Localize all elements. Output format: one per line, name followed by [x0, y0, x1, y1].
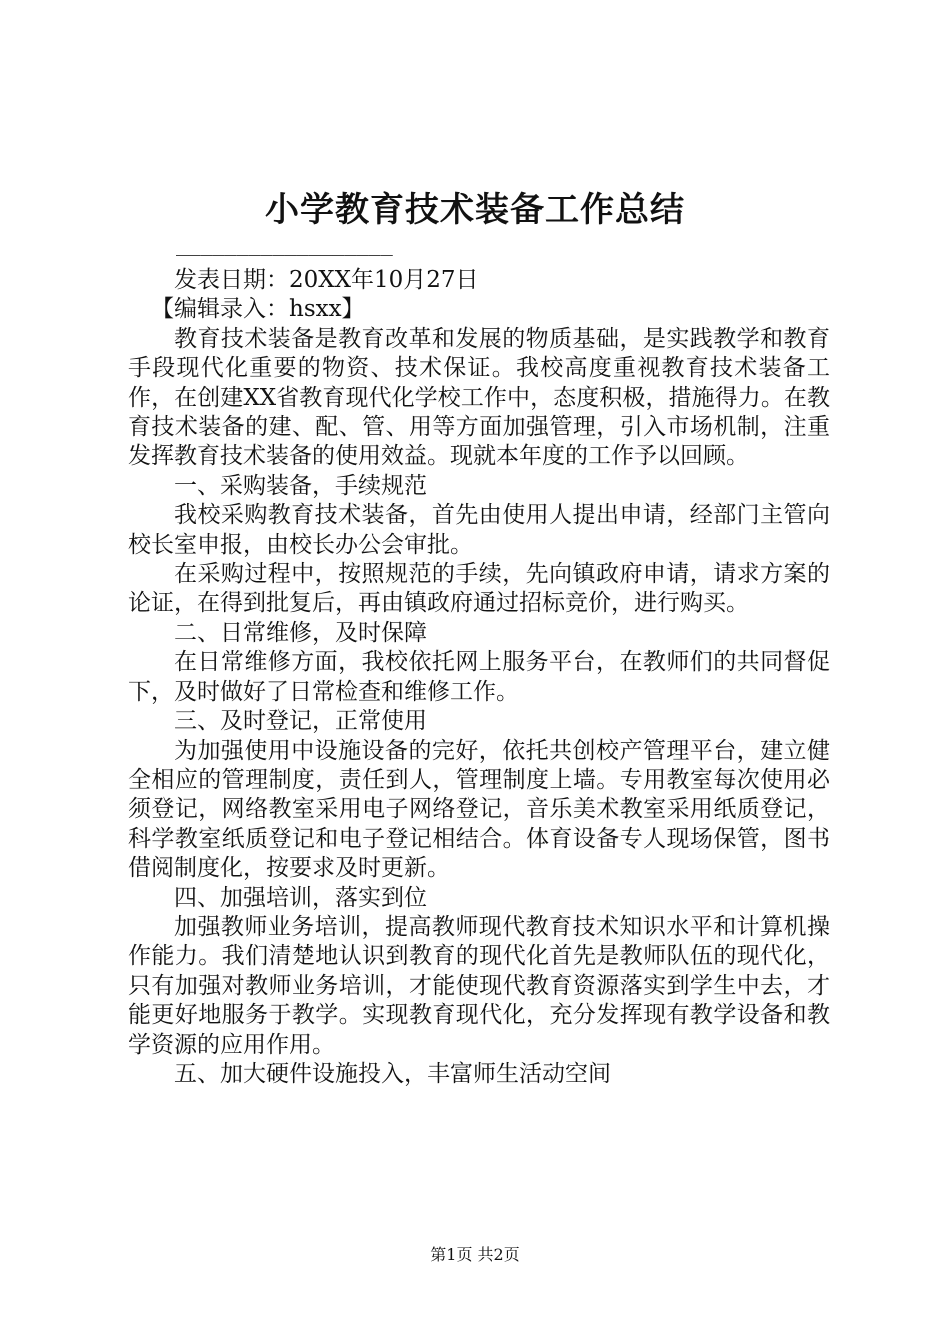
section-heading-3: 三、及时登记，正常使用: [174, 708, 427, 735]
paragraph-intro: 教育技术装备是教育改革和发展的物质基础，是实践教学和教育手段现代化重要的物资、技术保证。我校高度重视教育技术装备工作，在创建XX省教育现代化学校工作中，态度积极，措施得力。在教育技术装备的建、配、管、用等方面加强管理，引入市场机制，注重发挥教育技术装备的使用效益。现就本年度的工作予以回顾。: [128, 325, 830, 470]
section-heading-1: 一、采购装备，手续规范: [174, 472, 427, 499]
publish-date: 发表日期：20XX年10月27日: [174, 267, 479, 293]
editor-line: 【编辑录入：hsxx】: [151, 296, 365, 323]
paragraph: 在日常维修方面，我校依托网上服务平台，在教师们的共同督促下，及时做好了日常检查和维修工作。: [128, 649, 830, 705]
document-body: [128, 266, 830, 1089]
paragraph: 为加强使用中设施设备的完好，依托共创校产管理平台，建立健全相应的管理制度，责任到人，管理制度上墙。专用教室每次使用必须登记，网络教室采用电子网络登记，音乐美术教室采用纸质登记，科学教室纸质登记和电子登记相结合。体育设备专人现场保管，图书借阅制度化，按要求及时更新。: [128, 737, 830, 882]
section-heading-5: 五、加大硬件设施投入，丰富师生活动空间: [174, 1060, 611, 1087]
paragraph: 在采购过程中，按照规范的手续，先向镇政府申请，请求方案的论证，在得到批复后，再由镇政府通过招标竞价，进行购买。: [128, 561, 830, 617]
paragraph: 我校采购教育技术装备，首先由使用人提出申请，经部门主管向校长室申报，由校长办公会审批。: [128, 502, 830, 558]
section-heading-2: 二、日常维修，及时保障: [174, 619, 427, 646]
document-title: 小学教育技术装备工作总结: [265, 190, 685, 230]
paragraph: 加强教师业务培训，提高教师现代教育技术知识水平和计算机操作能力。我们清楚地认识到教育的现代化首先是教师队伍的现代化，只有加强对教师业务培训，才能使现代教育资源落实到学生中去，才能更好地服务于教学。实现教育现代化，充分发挥现有教学设备和教学资源的应用作用。: [128, 913, 830, 1058]
title-separator: __________________: [176, 232, 393, 256]
section-heading-4: 四、加强培训，落实到位: [174, 884, 427, 911]
page-footer: 第1页 共2页: [430, 1245, 520, 1264]
